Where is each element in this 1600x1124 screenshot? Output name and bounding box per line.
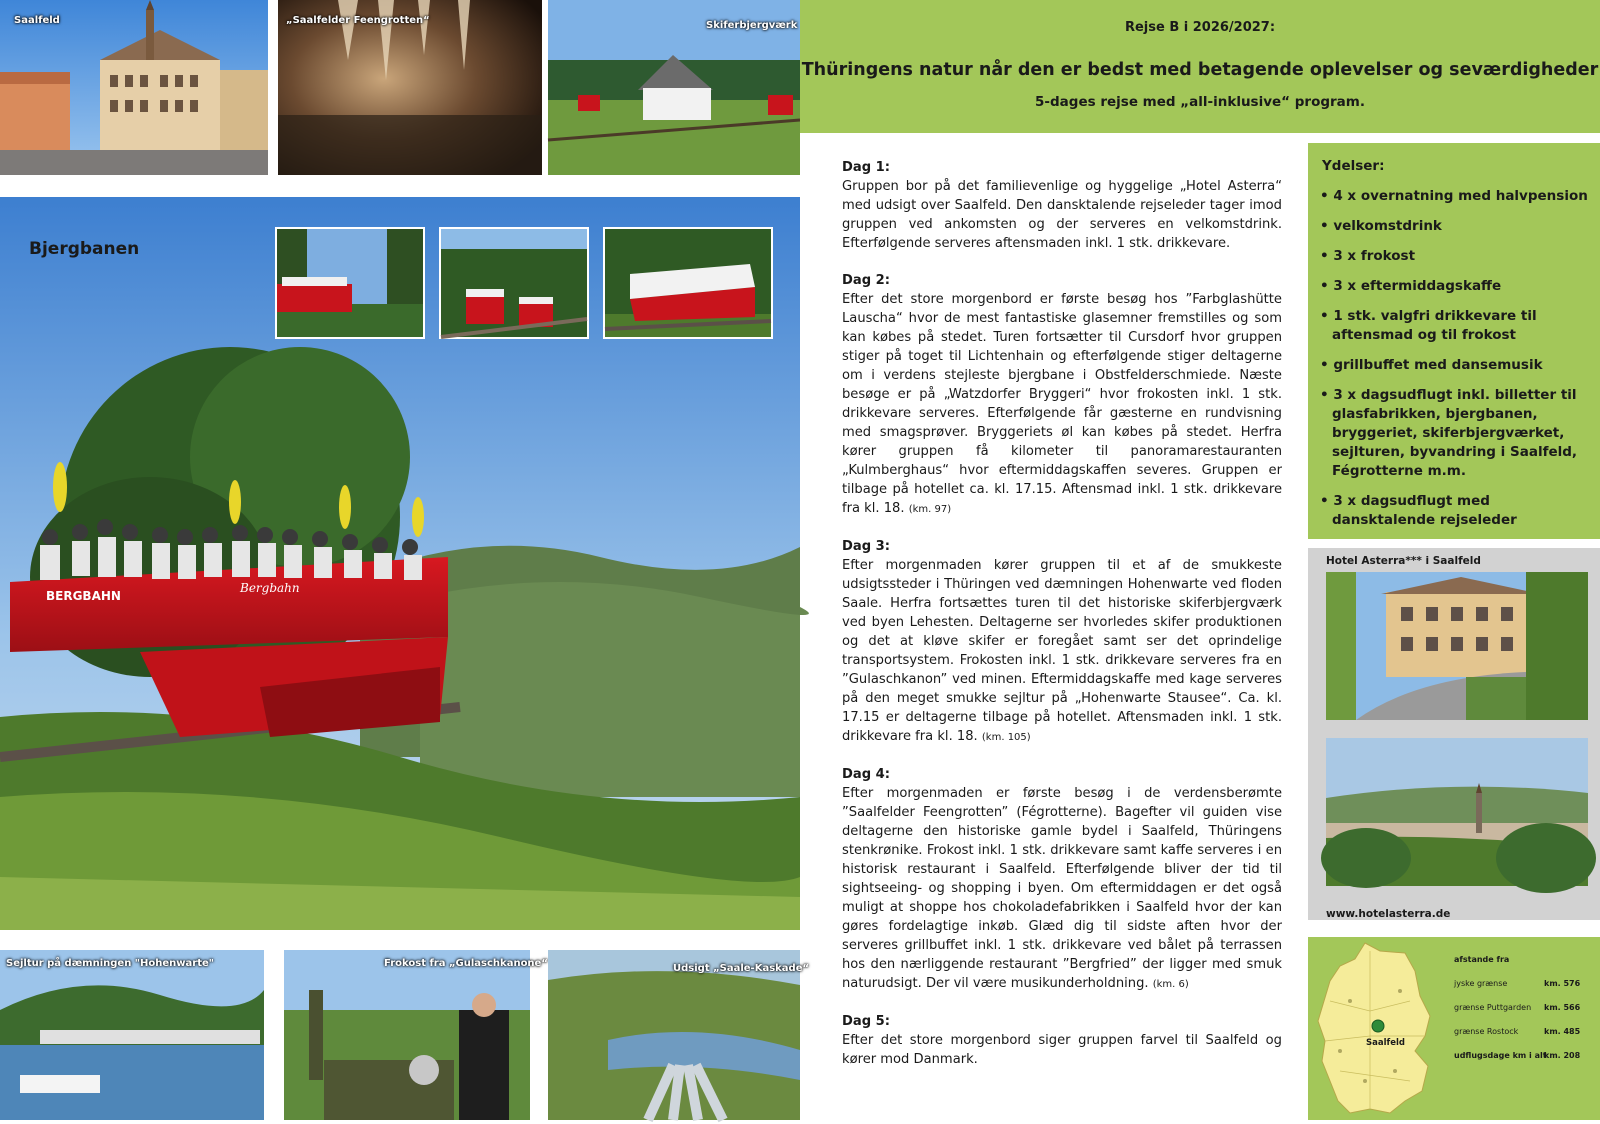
- day-5: [842, 1012, 1282, 1069]
- distance-label: udflugsdage km i alt: [1454, 1051, 1547, 1060]
- distance-label: grænse Rostock: [1454, 1027, 1519, 1036]
- distance-header: afstande fra: [1454, 955, 1510, 964]
- day-1: [842, 158, 1282, 253]
- day-heading: Dag 4:: [842, 767, 890, 782]
- day-km: (km. 97): [908, 504, 952, 515]
- inclusions-panel: [1308, 143, 1600, 539]
- photo-feengrotten: [278, 0, 542, 175]
- caption-gulaschkanone: Frokost fra „Gulaschkanone“: [384, 958, 548, 969]
- distance-value: km. 576: [1544, 979, 1581, 988]
- hotel-title: Hotel Asterra*** i Saalfeld: [1326, 555, 1481, 567]
- day-text: Efter det store morgenbord siger gruppen farvel til Saalfeld og kører mod Danmark.: [842, 1033, 1282, 1067]
- cave-image: [278, 0, 542, 175]
- page-subtitle: 5-dages rejse med „all-inklusive“ program.: [1035, 94, 1365, 110]
- inclusion-item: • 3 x dagsudflugt inkl. billetter til glasfabrikken, bjergbanen, bryggeriet, skiferbjergværket, sejlturen, byvandring i Saalfeld, Fégrotterne m.m.: [1320, 387, 1578, 479]
- cascade-view-image: [548, 950, 800, 1120]
- two-railcars-inset-image: [441, 229, 587, 337]
- inclusion-item: • 1 stk. valgfri drikkevare til aftensmad og til frokost: [1320, 308, 1537, 343]
- map-city-label: Saalfeld: [1366, 1038, 1405, 1048]
- inclusion-item: • velkomstdrink: [1320, 218, 1442, 234]
- caption-feengrotten: „Saalfelder Feengrotten“: [286, 15, 430, 26]
- inset-photo-3: [603, 227, 773, 339]
- hotel-photo: [1326, 572, 1588, 720]
- photo-bjergbanen: [0, 197, 800, 930]
- caption-skiferbjergvaerk: Skiferbjergværk: [706, 20, 798, 31]
- day-text: Efter morgenmaden kører gruppen til et af de smukkeste udsigtssteder i Thüringen ved dæmningen Hohenwarte ved floden Saale. Herfra fortsættes turen til det historiske skiferbjergværk ved byen Lehesten. Deltagerne ser hvorledes skifer produktionen og det at kløve skifer er foregået samt ser det oprindelige transportsystem. Frokosten inkl. 1 stk. drikkevare serveres fra en ”Gulaschkanon” ved minen. Eftermiddagskaffe med kage serveres på den meget smukke sejltur på „Hohenwarte Stausee“. Ca. kl. 17.15 er deltagerne tilbage på hotellet. Aftensmaden inkl. 1 stk. drikkevare fra kl. 18. (km. 105): [842, 558, 1282, 744]
- inclusions-title: Ydelser:: [1322, 158, 1385, 174]
- hotel-url[interactable]: www.hotelasterra.de: [1326, 908, 1451, 920]
- caption-bjergbanen: Bjergbanen: [29, 239, 140, 259]
- photo-hohenwarte: [0, 950, 264, 1120]
- field-kitchen-image: [284, 950, 530, 1120]
- trip-label: Rejse B i 2026/2027:: [1124, 20, 1276, 35]
- inset-photo-2: [439, 227, 589, 339]
- day-2: [842, 271, 1282, 519]
- day-3: [842, 537, 1282, 747]
- caption-hohenwarte: Sejltur på dæmningen "Hohenwarte": [6, 958, 214, 969]
- caption-saalfeld: Saalfeld: [14, 15, 60, 26]
- germany-map-icon: [1310, 941, 1438, 1117]
- inclusion-item: • 3 x eftermiddagskaffe: [1320, 278, 1502, 294]
- saalfeld-valley-image: [1326, 738, 1588, 886]
- day-heading: Dag 5:: [842, 1014, 890, 1029]
- photo-skiferbjergvaerk: [548, 0, 800, 175]
- day-heading: Dag 2:: [842, 273, 890, 288]
- day-text: Efter det store morgenbord er første besøg hos ”Farbglashütte Lauscha“ hvor de mest fantastiske glasemner fremstilles og som kan købes på stedet. Turen fortsætter til Cursdorf hvor gruppen stiger på toget til Lichtenhain og efterfølgende stiger deltagerne om i verdens stejleste bjergbane i Obstfelderschmiede. Næste besøge er på „Watzdorfer Bryggeri“ hvor frokosten inkl. 1 stk. drikkevare serveres. Efterfølgende får gæsterne en rundvisning med smagsprøver. Bryggeriets øl kan købes på stedet. Herfra kører gruppen få kilometer til panoramarestauranten „Kulmberghaus“ hvor eftermiddagskaffen severes. Gruppen er tilbage på hotellet ca. kl. 17.15. Aftensmad inkl. 1 stk. drikkevare fra kl. 18. (km. 97): [842, 292, 1282, 516]
- inset-photo-1: [275, 227, 425, 339]
- day-4: [842, 765, 1282, 994]
- distance-value: km. 485: [1544, 1027, 1581, 1036]
- dam-boat-image: [0, 950, 264, 1120]
- railcar-inset-image: [277, 229, 423, 337]
- header-banner: [800, 0, 1600, 133]
- hotel-building-image: [1326, 572, 1588, 720]
- train-label: BERGBAHN: [46, 589, 121, 603]
- inclusion-item: • grillbuffet med dansemusik: [1320, 357, 1543, 373]
- photo-gulaschkanone: [284, 950, 548, 1120]
- day-text: Gruppen bor på det familievenlige og hyggelige „Hotel Asterra“ med udsigt over Saalfeld. Den dansktalende rejseleder tager imod gruppen ved ankomsten og der serveres en velkomstdrink. Efterfølgende serveres aftensmaden inkl. 1 stk. drikkevare.: [842, 179, 1282, 251]
- distance-value: km. 208: [1544, 1051, 1581, 1060]
- inclusion-item: • 3 x frokost: [1320, 248, 1416, 264]
- day-text: Efter morgenmaden er første besøg i de verdensberømte ”Saalfelder Feengrotten” (Fégrotterne). Bagefter vil guiden vise deltagerne den historiske gamle bydel i Saalfeld, Thüringens stenkrønike. Frokost inkl. 1 stk. drikkevare samt kaffe serveres i en historisk restaurant i Saalfeld. Efterfølgende bliver der tid til sightseeing- og shopping i byen. Om eftermiddagen er det også muligt at shoppe hos chokoladefabrikken i Saalfeld hvor der kan gøres fordelagtige inkøb. Glæd dig til sidste aften hvor der serveres grillbuffet inkl. 1 stk. drikkevare ved bålet på terrassen hos den nærliggende restaurant ”Bergfried” der ligger med smuk naturudsigt. Der vil være musikunderholdning. (km. 6): [842, 786, 1282, 991]
- inclusion-item: • 4 x overnatning med halvpension: [1320, 188, 1588, 204]
- distance-label: jyske grænse: [1454, 979, 1508, 988]
- distance-label: grænse Puttgarden: [1454, 1003, 1532, 1012]
- inclusions-list: [1320, 187, 1592, 541]
- saalfeld-town-image: [0, 0, 268, 175]
- photo-saalfeld: [0, 0, 268, 175]
- train-logo: Bergbahn: [240, 581, 300, 595]
- distance-value: km. 566: [1544, 1003, 1581, 1012]
- caption-saale-kaskade: Udsigt „Saale-Kaskade“: [673, 963, 810, 974]
- itinerary: [842, 158, 1282, 1087]
- day-heading: Dag 1:: [842, 160, 890, 175]
- day-heading: Dag 3:: [842, 539, 890, 554]
- photo-saale-kaskade: [548, 950, 810, 1120]
- inclusion-item: • 3 x dagsudflugt med dansktalende rejseleder: [1320, 493, 1517, 528]
- hotel-panel: [1308, 548, 1600, 920]
- page-title: Thüringens natur når den er bedst med betagende oplevelser og seværdigheder: [801, 60, 1599, 80]
- day-km: (km. 105): [981, 732, 1031, 743]
- day-km: (km. 6): [1152, 979, 1189, 990]
- saalfeld-view-photo: [1326, 738, 1588, 886]
- distance-map-panel: [1308, 937, 1600, 1120]
- railcar-side-inset-image: [605, 229, 771, 337]
